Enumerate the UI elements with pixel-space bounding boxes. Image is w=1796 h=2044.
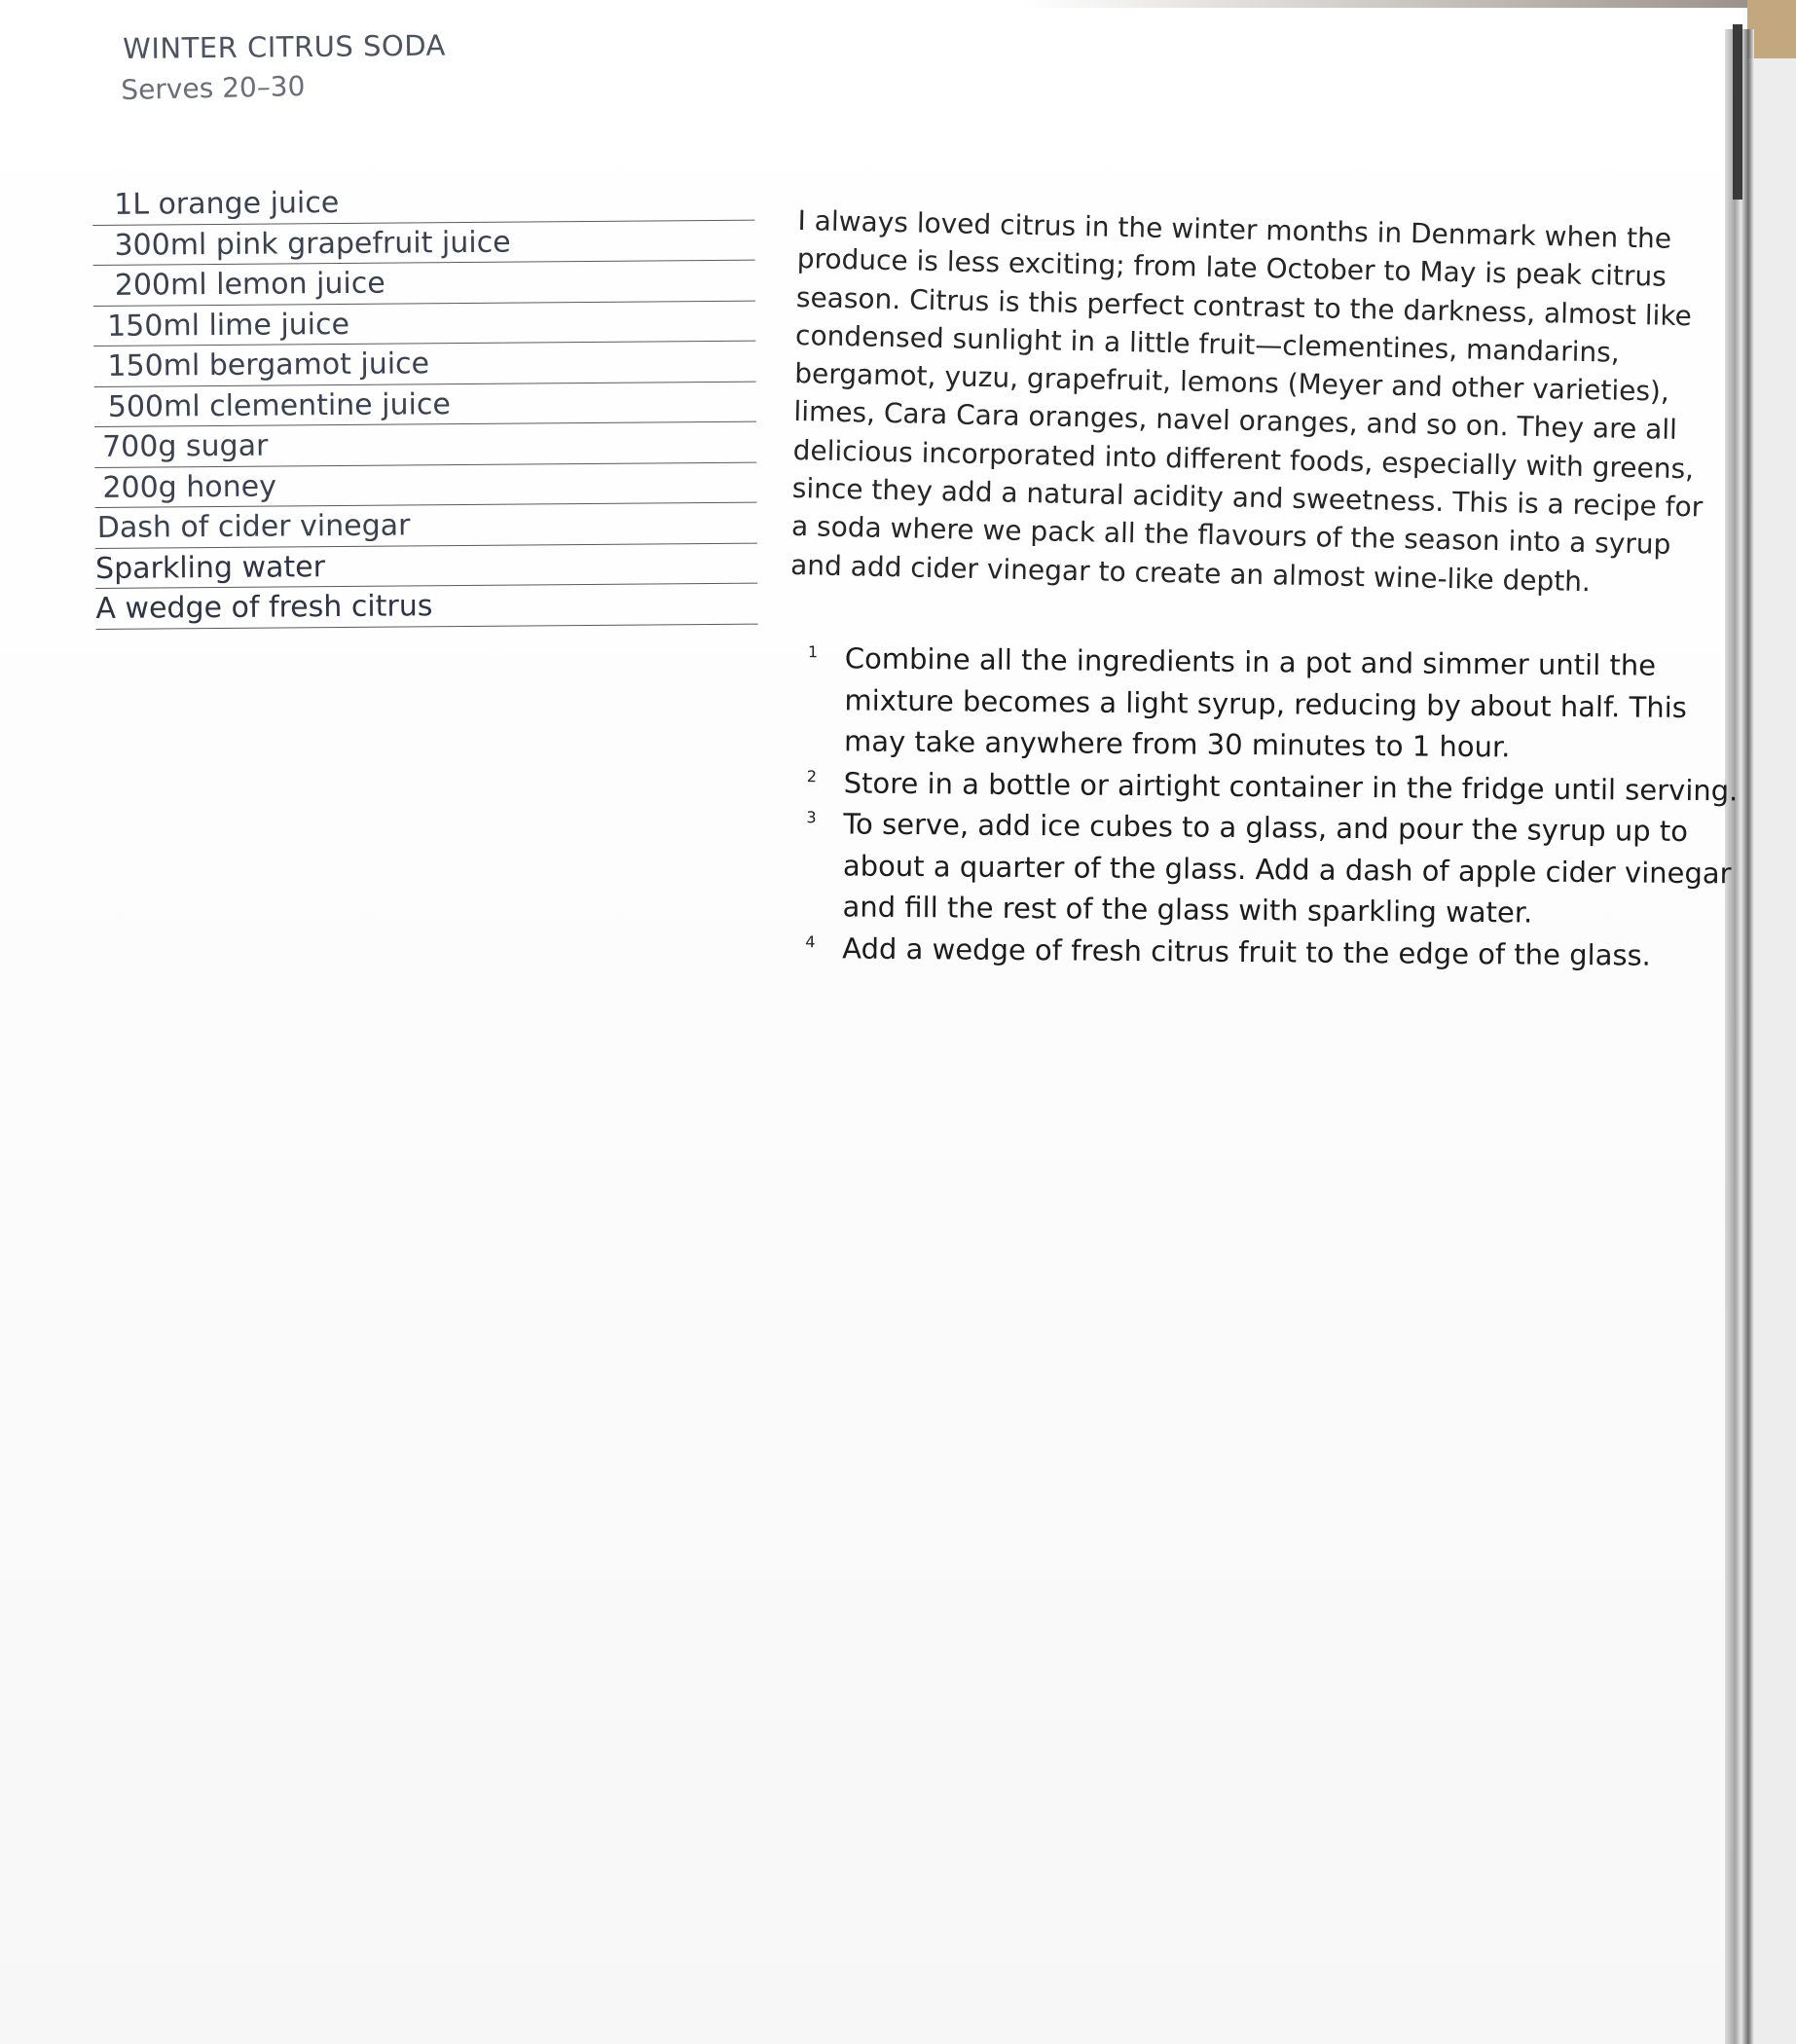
page-top-shadow	[1022, 0, 1796, 8]
step-text: Combine all the ingredients in a pot and simmer until the mixture becomes a light syrup, reducing by about half. This may take anywhere from 30 minutes to 1 hour.	[843, 641, 1687, 764]
table-surface	[1747, 0, 1796, 58]
ingredient-list	[92, 180, 758, 630]
book-spine-shadow	[1733, 24, 1742, 200]
ingredient-item: Dash of cider vinegar	[95, 503, 757, 549]
recipe-title: WINTER CITRUS SODA	[123, 28, 447, 65]
step-text: To serve, add ice cubes to a glass, and pour the syrup up to about a quarter of the glass. Add a dash of apple cider vinegar and fill the rest of the glass with sparkling water.	[842, 807, 1732, 930]
background-strip	[1754, 58, 1796, 2044]
recipe-serves: Serves 20–30	[121, 70, 306, 106]
step-number: 2	[806, 766, 818, 785]
ingredient-item: 150ml bergamot juice	[93, 342, 755, 387]
book-page-edges	[1725, 29, 1754, 2044]
step-number: 4	[805, 931, 816, 951]
step-text: Store in a bottle or airtight container in the fridge until serving.	[843, 765, 1739, 807]
step-text: Add a wedge of fresh citrus fruit to the edge of the glass.	[842, 931, 1652, 972]
method-step	[795, 927, 1754, 976]
ingredient-item: A wedge of fresh citrus	[95, 584, 757, 630]
ingredient-item: 200g honey	[94, 462, 756, 508]
method-step	[795, 803, 1755, 935]
step-number: 3	[806, 808, 817, 827]
ingredient-item: 200ml lemon juice	[93, 261, 755, 307]
ingredient-item: 300ml pink grapefruit juice	[92, 220, 754, 266]
method-step	[797, 638, 1757, 770]
method-steps	[795, 638, 1757, 977]
step-number: 1	[807, 642, 819, 662]
recipe-intro: I always loved citrus in the winter months in Denmark when the produce is less exciting; from late October to May is peak citrus season. Citrus is this perfect contrast to the darkness, almost like condensed sunlight in a little fruit—clementines, mandarins, bergamot, yuzu, grapefruit, lemons (Meyer and other varieties), limes, Cara Cara oranges, navel oranges, and so on. They are all delicious incorporated into different foods, especially with greens, since they add a natural acidity and sweetness. This is a recipe for a soda where we pack all the flavours of the season into a syrup and add cider vinegar to create an almost wine-like depth.	[789, 203, 1704, 598]
ingredient-item: 150ml lime juice	[93, 301, 755, 347]
ingredient-item: 500ml clementine juice	[94, 382, 756, 427]
ingredient-item: 1L orange juice	[92, 180, 754, 226]
ingredient-item: 700g sugar	[94, 422, 756, 468]
ingredient-item: Sparkling water	[95, 543, 757, 589]
